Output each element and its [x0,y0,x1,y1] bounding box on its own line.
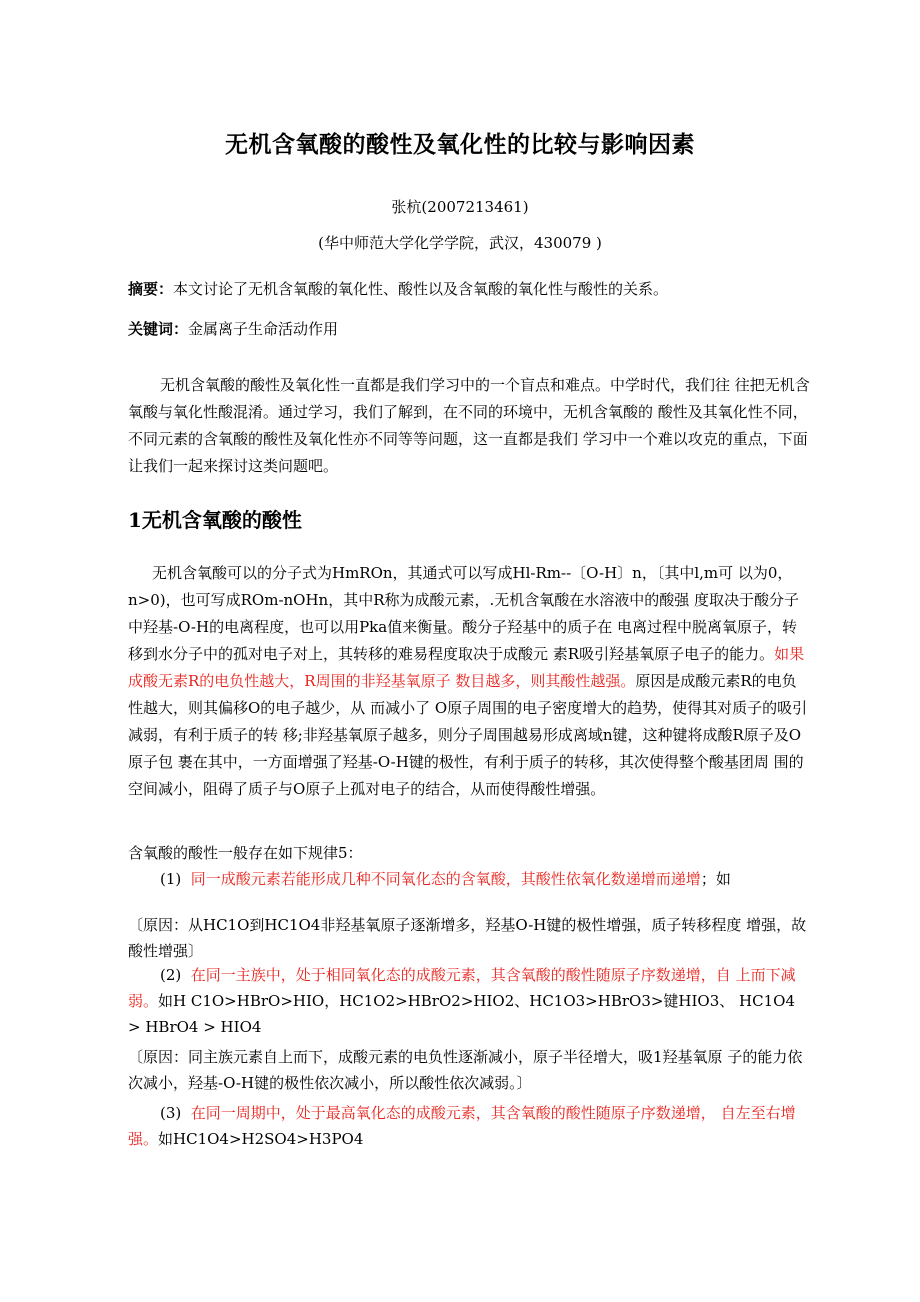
rule-2-examples: 如H C1O>HBrO>HIO，HC1O2>HBrO2>HIO2、HC1O3>HBrO3>键HIO3、 HC1O4 > HBrO4 > HIO4 [128,992,795,1036]
section-heading: 1无机含氧酸的酸性 [128,508,302,532]
keywords-text: 金属离子生命活动作用 [188,320,339,338]
author-line: 张杭(2007213461) [391,198,529,216]
rule-1 [160,868,810,889]
section1-text-b: 原因是成酸元素R的电负性越大，则其偏移O的电子越少，从 而减小了 O原子周围的电子密度增大的趋势，使得其对质子的吸引减弱，有利于质子的转 移;非羟基氧原子越多，则分子周围越易形成离域n键，这种键将成酸R原子及O原子包 裹在其中，一方面增强了羟基-O-H键的极性，有利于质子的转移，其次使得整个酸基团周 围的空间减小，阻碍了质子与O原子上孤对电子的结合，从而使得酸性增强。 [128,672,808,798]
rule-2-number: (2) [160,966,182,984]
section1-highlight: 如果成酸无素R的电负性越大，R周围的非羟基氧原子 数目越多，则其酸性越强。 [128,645,805,690]
rule-1-text: 同一成酸元素若能形成几种不同氧化态的含氧酸，其酸性依氧化数递增而递增 [190,870,701,888]
abstract [128,278,810,299]
abstract-text: 本文讨论了无机含氧酸的氧化性、酸性以及含氧酸的氧化性与酸性的关系。 [173,280,669,298]
section1-text-a: 无机含氧酸可以的分子式为HmROn，其通式可以写成Hl-Rm--〔O-H〕n，〔其中l,m可 以为0，n>0)，也可写成ROm-nOHn，其中R称为成酸元素，.无机含氧酸在水溶液中的酸强 度取决于酸分子中羟基-O-H的电离程度，也可以用Pka值来衡量。酸分子羟基中的质子在 电离过程中脱离氧原子，转移到水分子中的孤对电子对上，其转移的难易程度取决于成酸元 素R吸引羟基氧原子电子的能力。 [128,564,800,663]
rule-1-number: (1) [160,870,182,888]
keywords [128,318,810,339]
section1-paragraph [128,560,810,803]
rule-3-examples: 如HC1O4>H2SO4>H3PO4 [158,1130,364,1148]
rule-3 [128,1100,810,1152]
rule-3-text: 在同一周期中，处于最高氧化态的成酸元素，其含氧酸的酸性随原子序数递增， 自左至右增强。 [128,1104,796,1148]
intro-paragraph: 无机含氧酸的酸性及氧化性一直都是我们学习中的一个盲点和难点。中学时代，我们往 往把无机含氧酸与氧化性酸混淆。通过学习，我们了解到，在不同的环境中，无机含氧酸的 酸性及其氧化性不同，不同元素的含氧酸的酸性及氧化性亦不同等等问题，这一直都是我们 学习中一个难以攻克的重点，下面让我们一起来探讨这类问题吧。 [128,376,810,475]
reason-1: 〔原因：从HC1O到HC1O4非羟基氧原子逐渐增多，羟基O-H键的极性增强，质子转移程度 增强，故酸性增强〕 [128,916,807,960]
rule-2 [128,962,810,1040]
reason-2: 〔原因：同主族元素自上而下，成酸元素的电负性逐渐减小，原子半径增大，吸1羟基氧原 子的能力依次减小，羟基-O-H键的极性依次减小，所以酸性依次减弱。〕 [128,1048,803,1092]
paper-title: 无机含氧酸的酸性及氧化性的比较与影响因素 [225,131,695,158]
rule-1-tail: ；如 [700,870,731,888]
abstract-label: 摘要： [128,280,174,298]
keywords-label: 关键词： [128,320,189,338]
rule-intro: 含氧酸的酸性一般存在如下规律5： [128,844,363,862]
affiliation-line: (华中师范大学化学学院，武汉，430079 ) [318,234,602,252]
rule-3-number: (3) [160,1104,182,1122]
rule-2-text: 在同一主族中，处于相同氧化态的成酸元素，其含氧酸的酸性随原子序数递增，自 上而下减弱。 [128,966,796,1010]
